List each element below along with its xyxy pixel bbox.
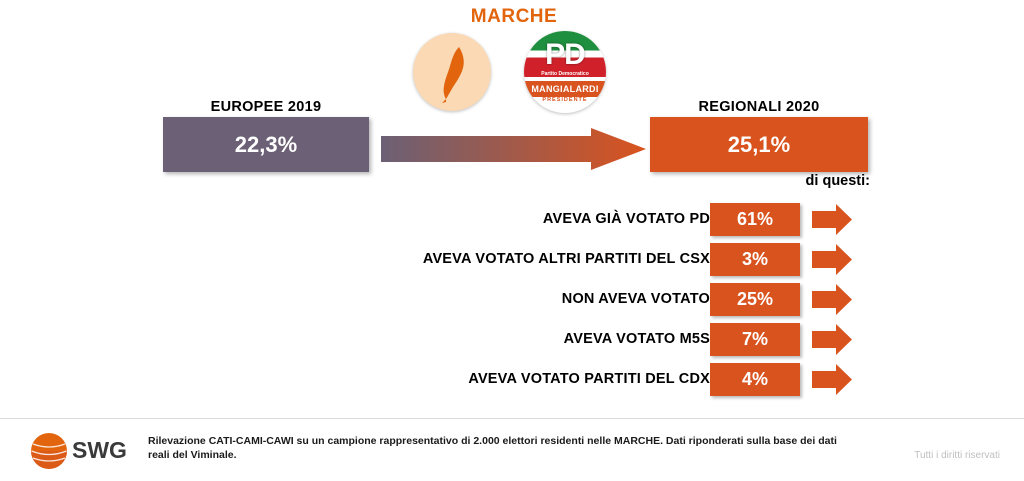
pd-candidate: MANGIALARDI bbox=[524, 81, 606, 97]
transition-arrow-icon bbox=[381, 128, 646, 170]
row-arrow-icon bbox=[812, 284, 852, 315]
breakdown-row-1 bbox=[330, 203, 860, 236]
pd-role: PRESIDENTE bbox=[542, 97, 588, 103]
breakdown-value: 3% bbox=[710, 243, 800, 276]
footer-note: Rilevazione CATI-CAMI-CAWI su un campione rappresentativo di 2.000 elettori residenti nelle MARCHE. Dati riponderati sulla base dei dati reali del Viminale. bbox=[148, 435, 837, 461]
footer-rights: Tutti i diritti riservati bbox=[914, 450, 1000, 461]
breakdown-row-4 bbox=[330, 323, 860, 356]
breakdown-value: 25% bbox=[710, 283, 800, 316]
page-title: MARCHE bbox=[470, 6, 558, 27]
swg-logo-icon bbox=[30, 432, 68, 470]
breakdown-label: AVEVA VOTATO ALTRI PARTITI DEL CSX bbox=[422, 251, 710, 267]
breakdown-value: 7% bbox=[710, 323, 800, 356]
breakdown-row-5 bbox=[330, 363, 860, 396]
breakdown-label: AVEVA VOTATO M5S bbox=[563, 331, 710, 347]
row-arrow-icon bbox=[812, 244, 852, 275]
row-arrow-icon bbox=[812, 364, 852, 395]
breakdown-row-3 bbox=[330, 283, 860, 316]
breakdown-row-2 bbox=[330, 243, 860, 276]
brand-name: SWG bbox=[72, 437, 127, 463]
breakdown-label: AVEVA VOTATO PARTITI DEL CDX bbox=[468, 371, 710, 387]
pd-party-logo bbox=[524, 31, 606, 113]
row-arrow-icon bbox=[812, 324, 852, 355]
row-arrow-icon bbox=[812, 204, 852, 235]
bar-left-value: 22,3% bbox=[234, 131, 298, 157]
breakdown-header: di questi: bbox=[805, 173, 870, 189]
marche-map-icon bbox=[413, 33, 491, 111]
breakdown-value: 4% bbox=[710, 363, 800, 396]
breakdown-label: NON AVEVA VOTATO bbox=[561, 291, 710, 307]
bar-europee-2019 bbox=[163, 117, 369, 172]
bar-right-value: 25,1% bbox=[727, 131, 791, 157]
pd-subtitle: Partito Democratico bbox=[541, 71, 589, 77]
map-badge bbox=[413, 33, 491, 111]
right-caption: REGIONALI 2020 bbox=[698, 99, 820, 115]
breakdown-value: 61% bbox=[710, 203, 800, 236]
bar-regionali-2020 bbox=[650, 117, 868, 172]
breakdown-label: AVEVA GIÀ VOTATO PD bbox=[542, 211, 710, 227]
pd-letters: PD bbox=[545, 38, 585, 71]
footer-divider bbox=[0, 418, 1024, 419]
left-caption: EUROPEE 2019 bbox=[210, 99, 322, 115]
